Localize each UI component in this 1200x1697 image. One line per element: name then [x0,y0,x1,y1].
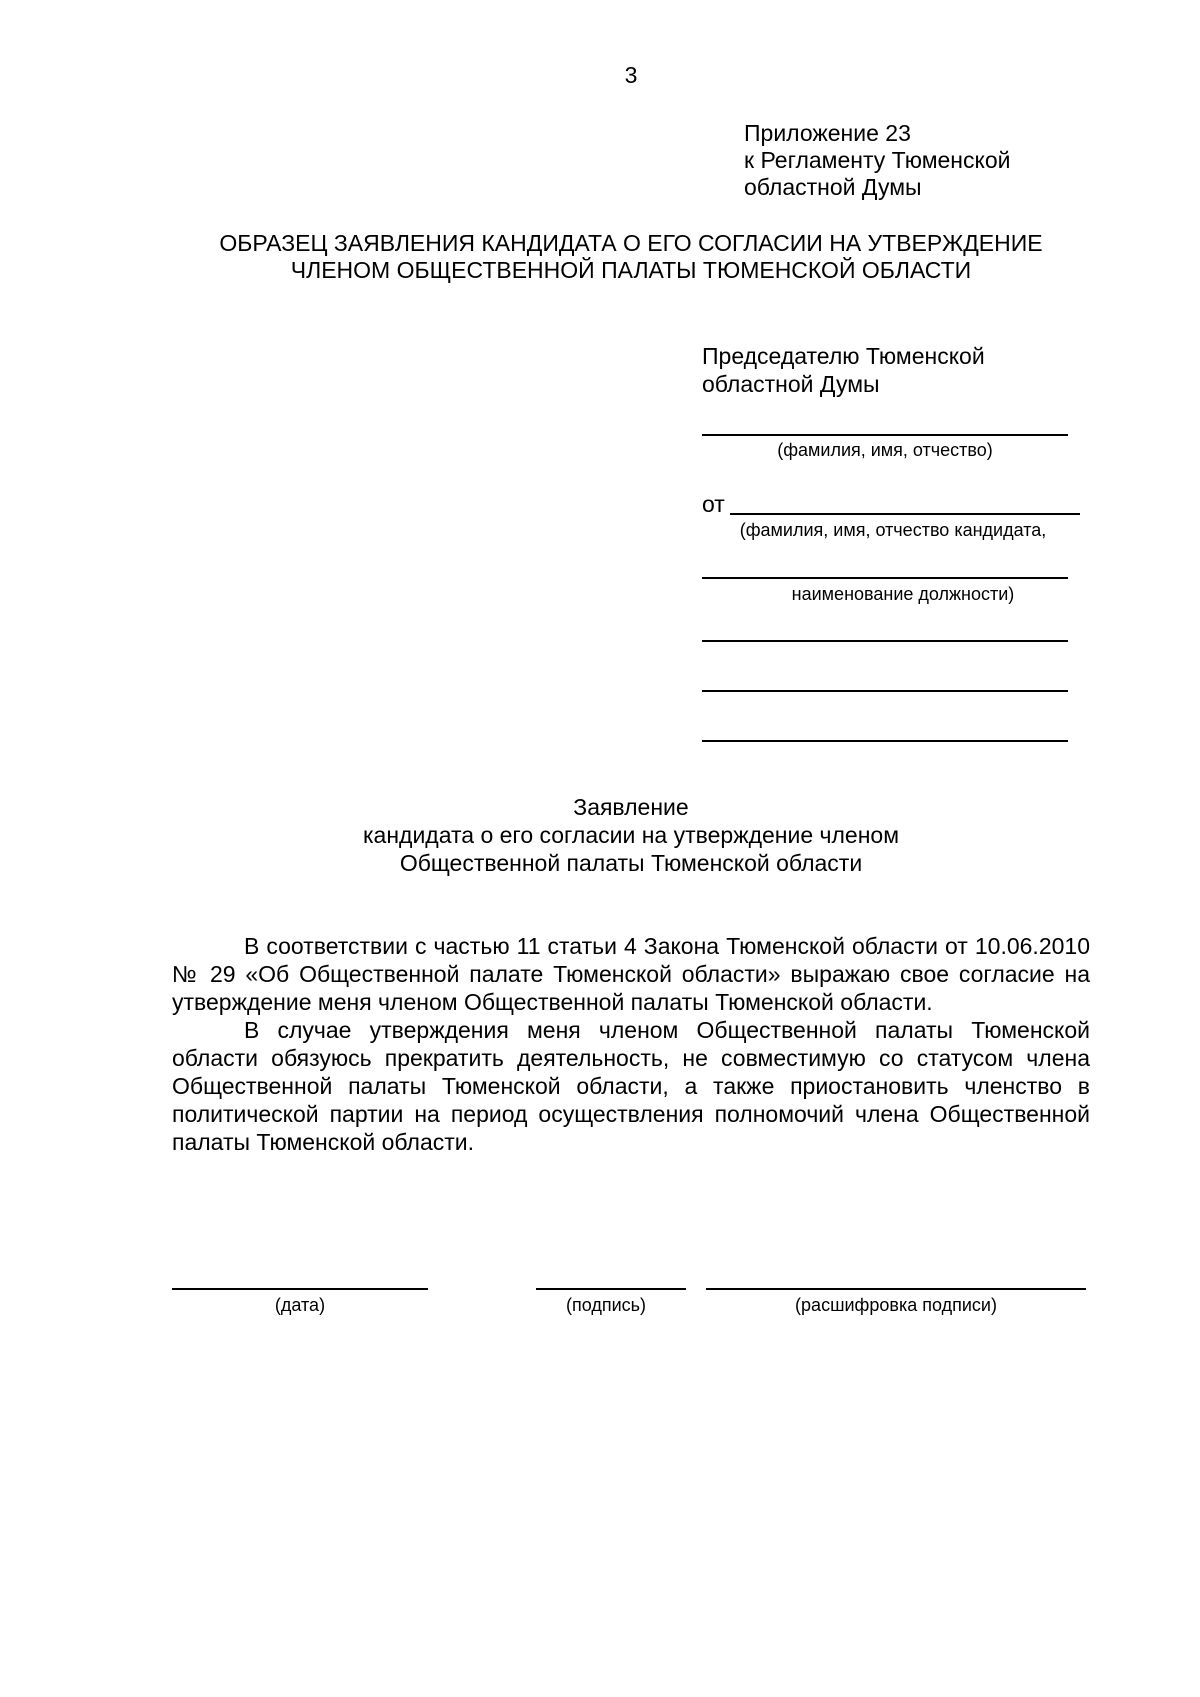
addressee-line-2: областной Думы [702,371,880,397]
statement-title-line-3: Общественной палаты Тюменской области [399,850,863,876]
date-line[interactable] [172,1288,428,1290]
signature-caption: (подпись) [565,1295,647,1315]
candidate-name-caption: (фамилия, имя, отчество кандидата, [739,520,1047,540]
chair-name-line[interactable] [702,434,1068,436]
appendix-line-1: Приложение 23 [744,120,911,146]
blank-line-1[interactable] [702,640,1068,642]
position-caption: наименование должности) [791,584,1015,604]
chair-name-caption: (фамилия, имя, отчество) [777,440,993,460]
candidate-extra-line[interactable] [702,577,1068,579]
appendix-note [744,120,1010,201]
statement-title-line-1: Заявление [573,794,689,820]
appendix-line-2: к Регламенту Тюменской [744,147,1011,173]
page-number: 3 [624,62,638,88]
document-title-line-2: ЧЛЕНОМ ОБЩЕСТВЕННОЙ ПАЛАТЫ ТЮМЕНСКОЙ ОБЛАСТИ [290,257,972,283]
appendix-line-3: областной Думы [744,174,922,200]
blank-line-3[interactable] [702,740,1068,742]
body-paragraph-1: В соответствии с частью 11 статьи 4 Закона Тюменской области от 10.06.2010 № 29 «Об Общественной палате Тюменской области» выражаю свое согласие на утверждение меня членом Общественной палаты Тюменской области. [172,933,1090,1015]
statement-title-line-2: кандидата о его согласии на утверждение членом [362,822,900,848]
signature-decoding-line[interactable] [706,1288,1086,1290]
from-label: от [702,491,725,517]
date-caption: (дата) [274,1295,326,1315]
document-title [150,230,1112,284]
body-paragraph-2: В случае утверждения меня членом Общественной палаты Тюменской области обязуюсь прекратить деятельность, не совместимую со статусом члена Общественной палаты Тюменской области, а также приостановить членство в политической партии на период осуществления полномочий члена Общественной палаты Тюменской области. [172,1017,1090,1155]
addressee-block [702,342,985,398]
signature-decoding-caption: (расшифровка подписи) [795,1295,997,1315]
document-title-line-1: ОБРАЗЕЦ ЗАЯВЛЕНИЯ КАНДИДАТА О ЕГО СОГЛАСИИ НА УТВЕРЖДЕНИЕ [219,230,1043,256]
candidate-name-line[interactable] [730,513,1080,515]
signature-line[interactable] [536,1288,686,1290]
addressee-line-1: Председателю Тюменской [702,343,985,369]
statement-title [150,793,1112,877]
blank-line-2[interactable] [702,690,1068,692]
statement-body [172,932,1090,1156]
